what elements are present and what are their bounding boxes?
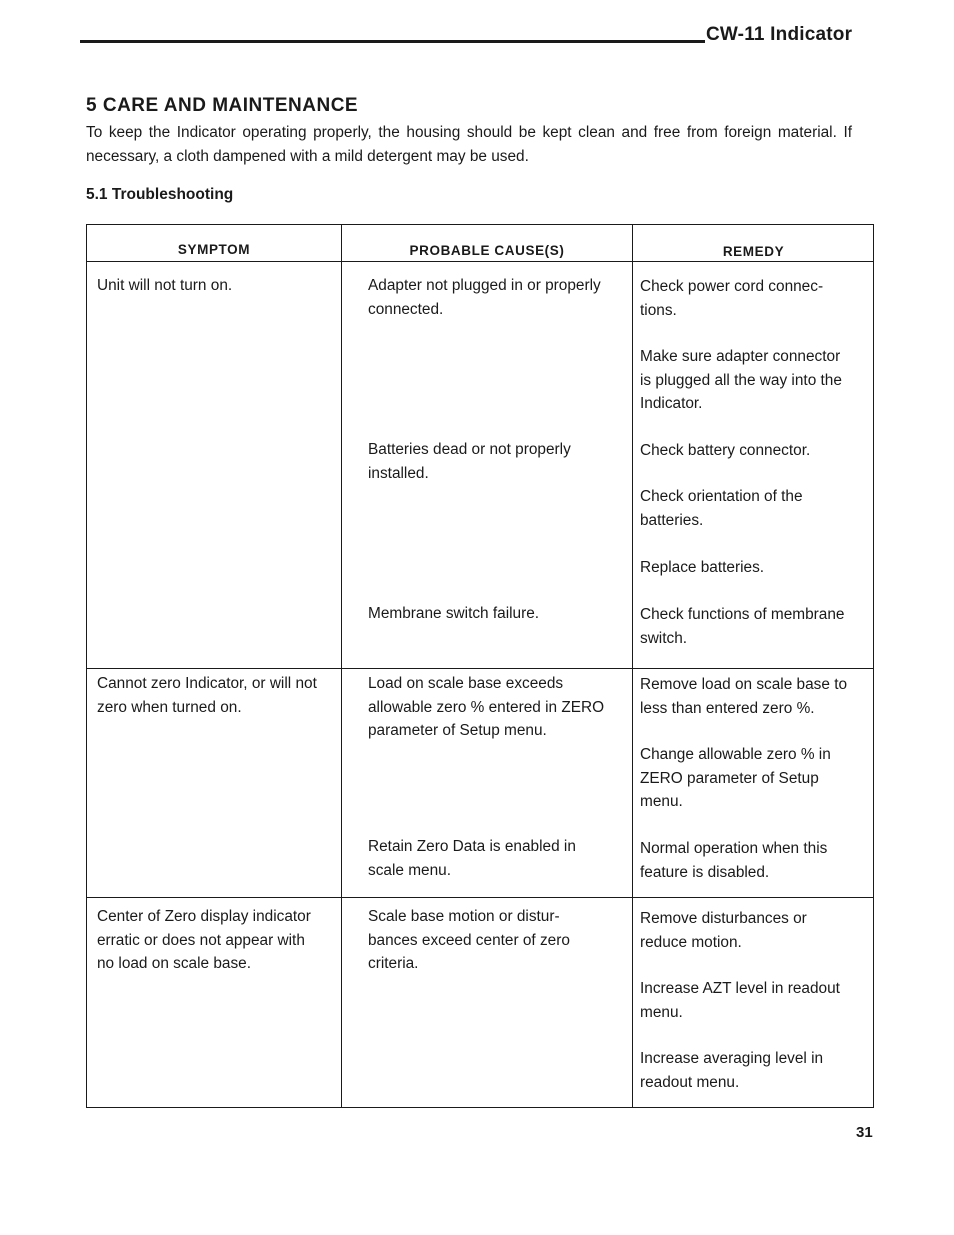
cell-line: readout menu. — [640, 1073, 740, 1091]
cell-line: Replace batteries. — [640, 559, 765, 576]
cell-line: zero when turned on. — [97, 698, 242, 716]
cell-line: Remove load on scale base to — [640, 676, 848, 693]
cell-line: Indicator. — [640, 395, 703, 412]
remedy-cell — [640, 977, 840, 1024]
cell-line: Membrane switch failure. — [368, 605, 540, 622]
row-divider — [87, 668, 873, 669]
column-header-cause: PROBABLE CAUSE(S) — [409, 243, 565, 258]
remedy-cell — [640, 556, 764, 580]
remedy-cell — [640, 275, 823, 322]
page-number: 31 — [856, 1124, 873, 1141]
cell-line: Unit will not turn on. — [97, 277, 233, 294]
cell-line: Normal operation when this — [640, 840, 828, 857]
cell-line: Adapter not plugged in or properly — [368, 277, 601, 294]
cell-line: batteries. — [640, 511, 704, 529]
cause-cell — [368, 602, 539, 626]
intro-paragraph: To keep the Indicator operating properly, the housing should be kept clean and free from foreign material. If necessary, a cloth dampened with a mild detergent may be used. — [86, 124, 852, 165]
header-rule — [80, 40, 705, 43]
cell-line: parameter of Setup menu. — [368, 722, 547, 739]
cell-line: bances exceed center of zero — [368, 931, 570, 949]
cell-line: Check functions of membrane — [640, 606, 845, 623]
column-divider — [341, 225, 342, 1107]
cause-cell — [368, 672, 604, 743]
remedy-cell — [640, 743, 831, 814]
cause-cell — [368, 835, 576, 882]
column-header-remedy: REMEDY — [722, 244, 785, 259]
cell-line: reduce motion. — [640, 933, 742, 951]
cell-line: menu. — [640, 793, 683, 810]
remedy-cell — [640, 439, 810, 463]
cell-line: Check power cord connec- — [640, 278, 824, 295]
cell-line: Check battery connector. — [640, 442, 811, 459]
cell-line: no load on scale base. — [97, 955, 252, 972]
cell-line: tions. — [640, 301, 677, 319]
cell-line: connected. — [368, 300, 444, 318]
cell-line: Cannot zero Indicator, or will not — [97, 675, 317, 692]
section-title: 5 CARE AND MAINTENANCE — [86, 95, 359, 116]
cell-line: Make sure adapter connector — [640, 348, 841, 365]
cell-line: Remove disturbances or — [640, 910, 807, 927]
cause-cell — [368, 438, 571, 485]
remedy-cell — [640, 907, 807, 954]
cell-line: Check orientation of the — [640, 488, 803, 505]
cell-line: Increase averaging level in — [640, 1050, 824, 1067]
remedy-cell — [640, 673, 847, 720]
cell-line: Center of Zero display indicator — [97, 908, 311, 925]
remedy-cell — [640, 345, 842, 416]
column-divider — [632, 225, 633, 1107]
cell-line: switch. — [640, 629, 688, 647]
cell-line: criteria. — [368, 955, 419, 972]
cell-line: less than entered zero %. — [640, 699, 815, 717]
cell-line: is plugged all the way into the — [640, 371, 842, 389]
remedy-cell — [640, 485, 803, 532]
symptom-cell — [97, 672, 317, 719]
header-divider — [87, 261, 873, 262]
remedy-cell — [640, 603, 844, 650]
cell-line: Load on scale base exceeds — [368, 675, 564, 692]
cell-line: ZERO parameter of Setup — [640, 769, 819, 787]
cell-line: allowable zero % entered in ZERO — [368, 698, 605, 716]
cell-line: Retain Zero Data is enabled in — [368, 838, 576, 855]
row-divider — [87, 897, 873, 898]
cell-line: Batteries dead or not properly — [368, 441, 571, 458]
column-header-symptom: SYMPTOM — [177, 242, 251, 257]
troubleshooting-table — [86, 224, 874, 1108]
header-title: CW-11 Indicator — [706, 24, 853, 45]
cell-line: installed. — [368, 464, 429, 482]
cell-line: scale menu. — [368, 861, 451, 879]
symptom-cell — [97, 905, 311, 976]
remedy-cell — [640, 1047, 823, 1094]
cell-line: feature is disabled. — [640, 863, 770, 881]
cause-cell — [368, 274, 601, 321]
cell-line: menu. — [640, 1003, 683, 1021]
subsection-title: 5.1 Troubleshooting — [86, 186, 234, 203]
cell-line: erratic or does not appear with — [97, 931, 305, 949]
cell-line: Change allowable zero % in — [640, 746, 831, 763]
cause-cell — [368, 905, 570, 976]
remedy-cell — [640, 837, 827, 884]
cell-line: Increase AZT level in readout — [640, 980, 840, 997]
cell-line: Scale base motion or distur- — [368, 908, 560, 925]
symptom-cell — [97, 274, 232, 298]
